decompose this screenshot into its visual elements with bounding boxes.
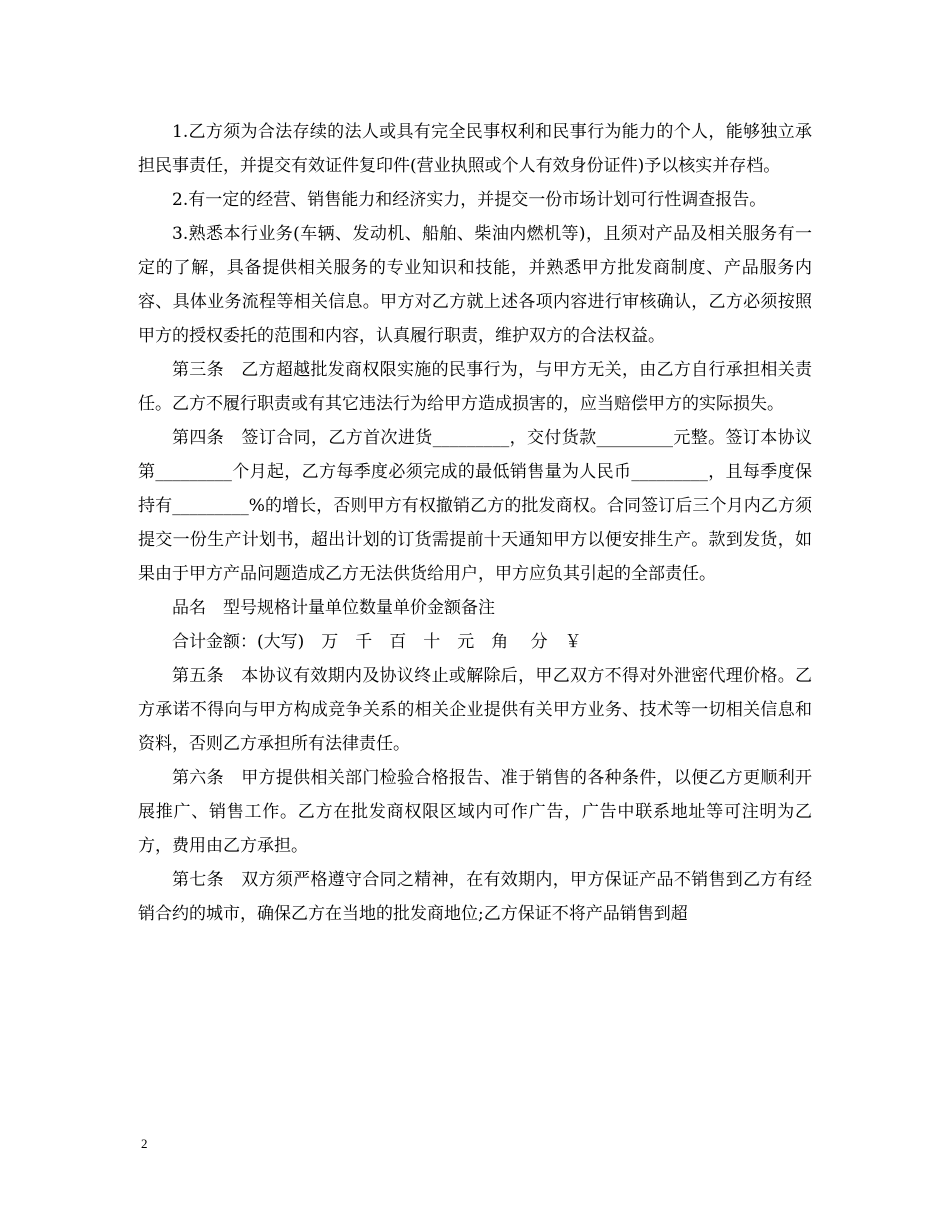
paragraph-clause-3: 3.熟悉本行业务(车辆、发动机、船舶、柴油内燃机等)，且须对产品及相关服务有一定的了解，具备提供相关服务的专业知识和技能，并熟悉甲方批发商制度、产品服务内容、具体业务流程等相关信息。甲方对乙方就上述各项内容进行审核确认，乙方必须按照甲方的授权委托的范围和内容，认真履行职责，维护双方的合法权益。	[138, 224, 812, 346]
paragraph-article-3: 第三条 乙方超越批发商权限实施的民事行为，与甲方无关，由乙方自行承担相关责任。乙方不履行职责或有其它违法行为给甲方造成损害的，应当赔偿甲方的实际损失。	[138, 360, 812, 414]
paragraph-total-amount: 合计金额：(大写) 万 千 百 十 元 角 分 ￥	[172, 632, 582, 652]
paragraph-product-header: 品名 型号规格计量单位数量单价金额备注	[172, 598, 495, 618]
page-number: 2	[141, 1136, 148, 1151]
document-body	[138, 115, 812, 931]
paragraph-clause-2: 2.有一定的经营、销售能力和经济实力，并提交一份市场计划可行性调查报告。	[172, 190, 767, 210]
paragraph-article-4: 第四条 签订合同，乙方首次进货_________，交付货款_________元整。签订本协议第_________个月起，乙方每季度必须完成的最低销售量为人民币_________，且每季度保持有_________%的增长，否则甲方有权撤销乙方的批发商权。合同签订后三个月内乙方须提交一份生产计划书，超出计划的订货需提前十天通知甲方以便安排生产。款到发货，如果由于甲方产品问题造成乙方无法供货给用户，甲方应负其引起的全部责任。	[138, 428, 812, 584]
paragraph-article-5: 第五条 本协议有效期内及协议终止或解除后，甲乙双方不得对外泄密代理价格。乙方承诺不得向与甲方构成竞争关系的相关企业提供有关甲方业务、技术等一切相关信息和资料，否则乙方承担所有法律责任。	[138, 666, 812, 754]
paragraph-article-6: 第六条 甲方提供相关部门检验合格报告、准于销售的各种条件，以便乙方更顺利开展推广、销售工作。乙方在批发商权限区域内可作广告，广告中联系地址等可注明为乙方，费用由乙方承担。	[138, 768, 812, 856]
paragraph-clause-1: 1.乙方须为合法存续的法人或具有完全民事权利和民事行为能力的个人，能够独立承担民事责任，并提交有效证件复印件(营业执照或个人有效身份证件)予以核实并存档。	[138, 122, 812, 176]
paragraph-article-7: 第七条 双方须严格遵守合同之精神，在有效期内，甲方保证产品不销售到乙方有经销合约的城市，确保乙方在当地的批发商地位;乙方保证不将产品销售到超	[138, 870, 812, 924]
